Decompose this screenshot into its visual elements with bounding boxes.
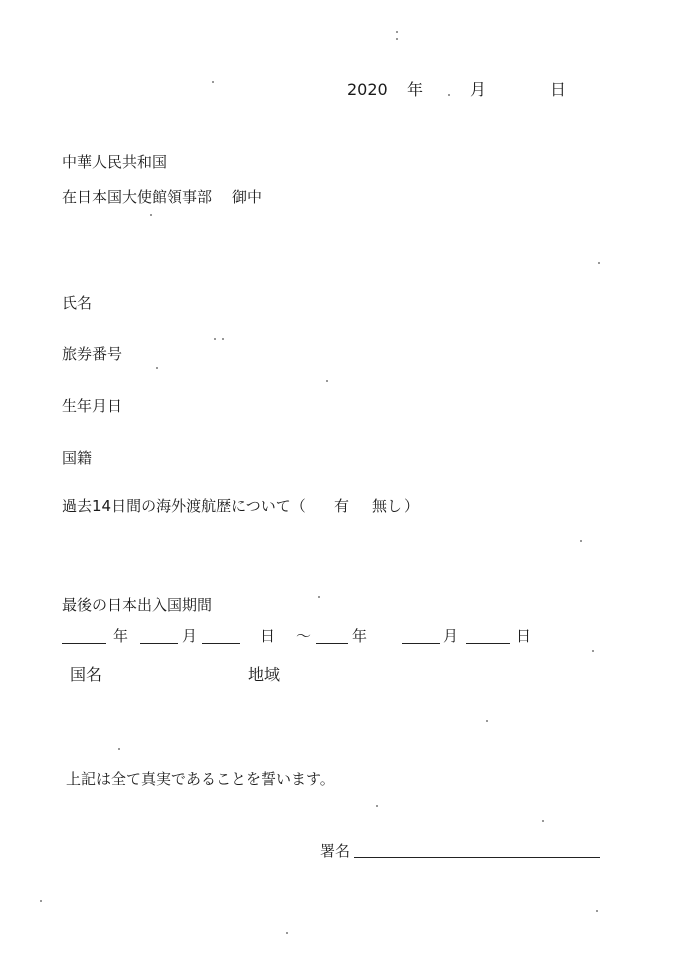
scan-speck bbox=[40, 900, 42, 902]
addressee-line1: 中華人民共和国 bbox=[62, 153, 168, 171]
scan-speck bbox=[118, 748, 120, 750]
travel-history-option-yes[interactable]: 有 bbox=[334, 497, 350, 515]
birthdate-label: 生年月日 bbox=[62, 397, 123, 415]
entry-to-year-blank[interactable] bbox=[316, 643, 348, 644]
scan-speck bbox=[598, 262, 600, 264]
date-day-suffix: 日 bbox=[550, 80, 567, 99]
entry-from-day-suffix: 日 bbox=[260, 627, 276, 645]
signature-line[interactable] bbox=[354, 857, 600, 858]
name-label: 氏名 bbox=[62, 294, 93, 312]
travel-history-option-no[interactable]: 無し bbox=[372, 497, 403, 515]
travel-history-close-paren: ） bbox=[404, 497, 420, 515]
scan-speck bbox=[214, 338, 216, 340]
scan-speck bbox=[150, 214, 152, 216]
declaration-statement: 上記は全て真実であることを誓います。 bbox=[66, 770, 335, 788]
scan-speck bbox=[286, 932, 288, 934]
travel-history-question: 過去14日間の海外渡航歴について（ bbox=[62, 497, 306, 515]
scan-speck bbox=[222, 338, 224, 340]
scan-speck bbox=[326, 380, 328, 382]
scan-speck bbox=[592, 650, 594, 652]
entry-to-day-suffix: 日 bbox=[516, 627, 532, 645]
entry-to-month-suffix: 月 bbox=[443, 627, 459, 645]
last-entry-heading: 最後の日本出入国期間 bbox=[62, 596, 213, 614]
scan-speck bbox=[448, 94, 450, 96]
date-year-value: 2020 bbox=[347, 80, 388, 99]
scan-speck bbox=[580, 540, 582, 542]
entry-from-month-blank[interactable] bbox=[140, 643, 178, 644]
signature-label: 署名 bbox=[320, 842, 351, 860]
addressee-line2: 在日本国大使館領事部 bbox=[62, 188, 213, 206]
date-month-suffix: 月 bbox=[470, 80, 487, 99]
country-label: 国名 bbox=[70, 665, 103, 684]
entry-from-day-blank[interactable] bbox=[202, 643, 240, 644]
scan-speck bbox=[212, 81, 214, 83]
entry-range-separator: ～ bbox=[296, 627, 312, 645]
scan-speck bbox=[542, 820, 544, 822]
region-label: 地域 bbox=[248, 665, 281, 684]
scan-speck bbox=[156, 367, 158, 369]
entry-to-day-blank[interactable] bbox=[466, 643, 510, 644]
scan-speck bbox=[318, 596, 320, 598]
entry-from-year-suffix: 年 bbox=[113, 627, 129, 645]
entry-to-month-blank[interactable] bbox=[402, 643, 440, 644]
addressee-honorific: 御中 bbox=[232, 188, 263, 206]
date-year-suffix: 年 bbox=[407, 80, 424, 99]
scan-speck bbox=[486, 720, 488, 722]
scan-speck bbox=[596, 910, 598, 912]
nationality-label: 国籍 bbox=[62, 449, 93, 467]
passport-number-label: 旅券番号 bbox=[62, 345, 123, 363]
scan-speck bbox=[396, 31, 398, 33]
scan-speck bbox=[396, 38, 398, 40]
entry-from-month-suffix: 月 bbox=[182, 627, 198, 645]
entry-from-year-blank[interactable] bbox=[62, 643, 106, 644]
entry-to-year-suffix: 年 bbox=[352, 627, 368, 645]
scan-speck bbox=[376, 805, 378, 807]
